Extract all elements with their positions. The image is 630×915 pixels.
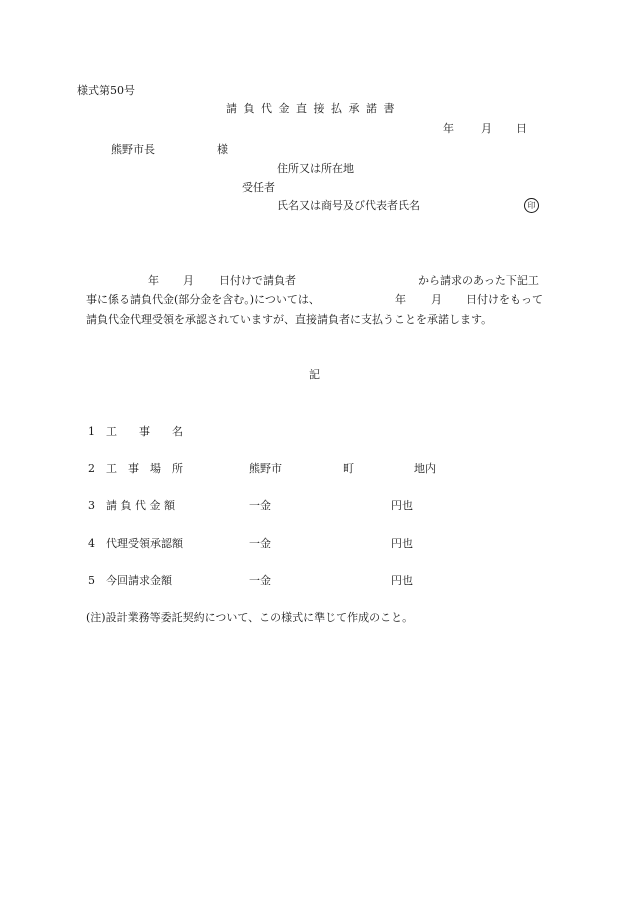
footnote: (注)設計業務等委託契約について、この様式に準じて作成のこと。 [86, 611, 414, 624]
document-title: 請負代金直接払承諾書 [226, 102, 401, 115]
item-3-prefix: 一金 [249, 499, 271, 512]
item-5-prefix: 一金 [249, 574, 271, 587]
item-4-number: 4 [88, 537, 95, 550]
seal-mark: 印 [524, 198, 539, 213]
ki-heading: 記 [309, 368, 320, 381]
item-1-label: 工 事 名 [106, 425, 183, 438]
item-4-suffix: 円也 [391, 537, 413, 550]
date-day: 日 [516, 122, 527, 135]
item-3-number: 3 [88, 499, 95, 512]
date-month: 月 [481, 122, 492, 135]
body-line2-month: 月 [431, 293, 442, 306]
item-5-label: 今回請求金額 [106, 574, 172, 587]
body-line1-month: 月 [183, 274, 194, 287]
address-label: 住所又は所在地 [277, 162, 354, 175]
body-line1-year: 年 [148, 274, 159, 287]
role-label: 受任者 [242, 181, 275, 194]
form-number: 様式第50号 [77, 84, 135, 97]
name-label: 氏名又は商号及び代表者氏名 [277, 199, 420, 212]
item-2-number: 2 [88, 462, 95, 475]
date-year: 年 [443, 122, 454, 135]
body-line2-dated: 日付けをもって [466, 293, 543, 306]
item-2-area: 地内 [414, 462, 436, 475]
item-3-label: 請 負 代 金 額 [106, 499, 175, 512]
item-2-label: 工 事 場 所 [106, 462, 183, 475]
body-line2-year: 年 [395, 293, 406, 306]
item-2-city: 熊野市 [249, 462, 282, 475]
item-5-number: 5 [88, 574, 95, 587]
addressee-name: 熊野市長 [111, 143, 155, 156]
item-4-prefix: 一金 [249, 537, 271, 550]
item-5-suffix: 円也 [391, 574, 413, 587]
body-line1-dated: 日付けで請負者 [219, 274, 296, 287]
item-4-label: 代理受領承認額 [106, 537, 183, 550]
item-3-suffix: 円也 [391, 499, 413, 512]
body-line2-text: 事に係る請負代金(部分金を含む。)については、 [86, 293, 320, 306]
item-2-town: 町 [343, 462, 354, 475]
body-line3-text: 請負代金代理受領を承認されていますが、直接請負者に支払うことを承諾します。 [86, 313, 493, 326]
body-line1-request: から請求のあった下記工 [418, 274, 539, 287]
addressee-honorific: 様 [217, 143, 228, 156]
item-1-number: 1 [88, 425, 95, 438]
